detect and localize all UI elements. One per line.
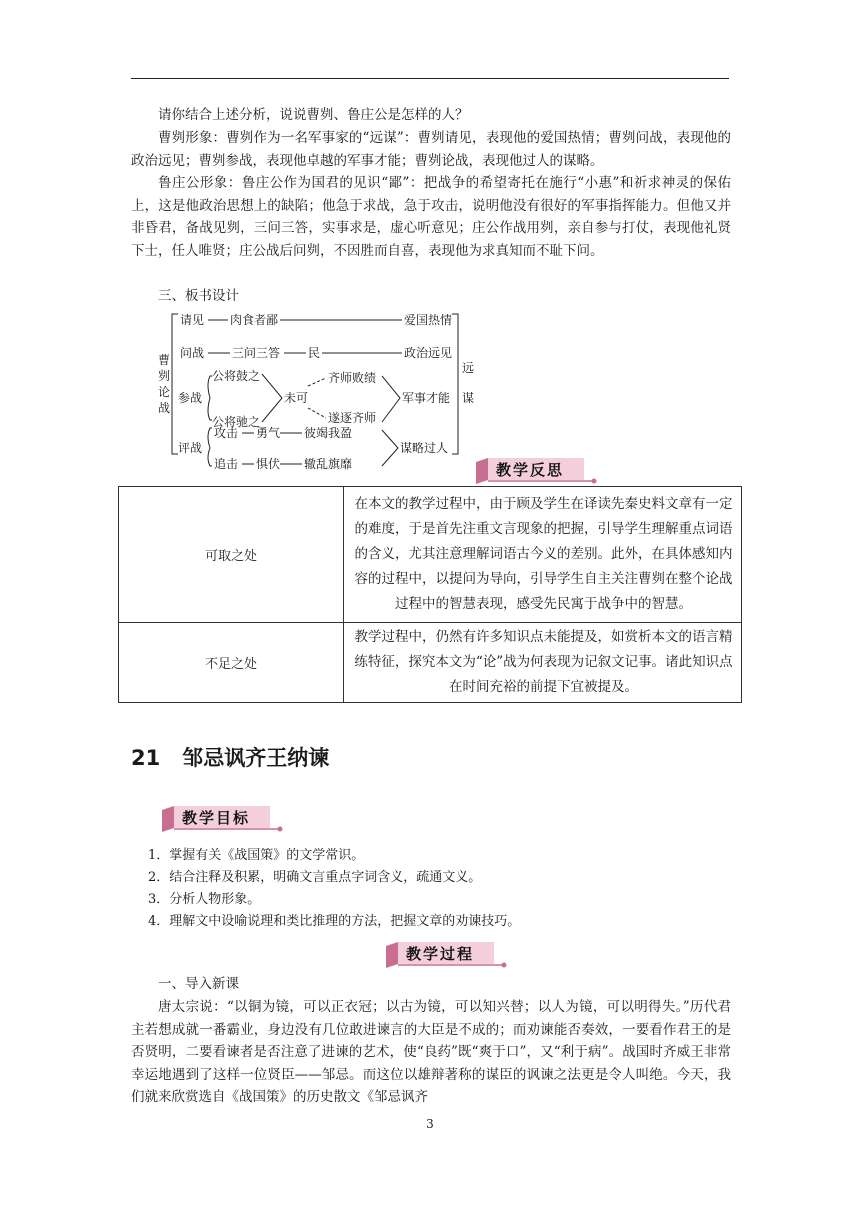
board-yuanmou-2: 谋 (462, 391, 475, 405)
goal-item: 1．掌握有关《战国策》的文学常识。 (148, 848, 365, 863)
board-min: 民 (308, 346, 321, 360)
board-weike: 未可 (284, 391, 309, 405)
goal-item: 3．分析人物形象。 (148, 892, 261, 907)
board-gongji: 攻击 (214, 426, 239, 440)
board-heading: 三、板书设计 (158, 288, 239, 304)
header-rule (131, 78, 729, 79)
board-zhengzhi: 政治远见 (404, 346, 453, 360)
board-root (158, 352, 174, 415)
goal-item: 2．结合注释及积累，明确文言重点字词含义，疏通文义。 (148, 870, 482, 885)
board-diagram-svg (150, 306, 480, 471)
board-gu: 公将鼓之 (212, 369, 261, 383)
board-roushi: 肉食者鄙 (230, 313, 279, 327)
board-zhuiji: 追击 (214, 457, 239, 471)
board-junshi: 军事才能 (402, 391, 451, 405)
lu-paragraph: 鲁庄公形象：鲁庄公作为国君的见识“鄙”：把战争的希望寄托在施行“小惠”和祈求神灵的保佑上，这是他政治思想上的缺陷；他急于求战，急于攻击，说明他没有很好的军事指挥能力。但他又并非昏君，备战见刿，三问三答，实事求是，虚心听意见；庄公作战用刿，亲自参与打仗，表现他礼贤下士，任人唯贤；庄公战后问刿，不因胜而自喜，表现他为求真知而不耻下问。 (131, 175, 731, 259)
reflection-text-lack: 教学过程中，仍然有许多知识点未能提及，如赏析本文的语言精练特征，探究本文为“论”战为何表现为记叙文记事。诸此知识点在时间充裕的前提下宜被提及。 (344, 623, 742, 703)
banner-goals (160, 804, 286, 832)
board-sanwen: 三问三答 (232, 346, 281, 360)
reflection-label-good: 可取之处 (119, 487, 344, 623)
board-root-3: 论 (158, 385, 171, 399)
banner-reflection (474, 456, 600, 484)
process-heading: 一、导入新课 (158, 976, 239, 992)
board-wenzhan: 问战 (180, 346, 205, 360)
intro-question: 请你结合上述分析，说说曹刿、鲁庄公是怎样的人？ (158, 107, 469, 123)
banner-process-text: 教学过程 (406, 945, 475, 963)
banner-goals-text: 教学目标 (182, 809, 251, 827)
board-canzhan: 参战 (178, 391, 203, 405)
lesson-number: 21 (131, 746, 161, 770)
lesson-heading (131, 742, 329, 772)
reflection-label-lack: 不足之处 (119, 623, 344, 703)
board-aiguo: 爱国热情 (404, 313, 453, 327)
board-yuanmou-1: 远 (462, 361, 475, 375)
board-jufu: 惧伏 (256, 457, 281, 471)
board-bijie: 彼竭我盈 (304, 426, 353, 440)
banner-process (384, 940, 510, 968)
board-yuanmou (462, 361, 478, 405)
table-row (119, 487, 742, 623)
goal-item: 4．理解文中设喻说理和类比推理的方法，把握文章的劝谏技巧。 (148, 914, 521, 929)
board-yongqi: 勇气 (256, 426, 281, 440)
reflection-table (118, 486, 742, 703)
banner-process-svg (384, 940, 510, 968)
board-zhuqi: 遂逐齐师 (328, 411, 377, 425)
board-moulue: 谋略过人 (400, 441, 449, 455)
table-row (119, 623, 742, 703)
board-baiji: 齐师败绩 (328, 371, 377, 385)
cao-gui-paragraph: 曹刿形象：曹刿作为一名军事家的“远谋”：曹刿请见，表现他的爱国热情；曹刿问战，表现他的政治远见；曹刿参战，表现他卓越的军事才能；曹刿论战，表现他过人的谋略。 (131, 130, 731, 169)
lesson-title: 邹忌讽齐王纳谏 (182, 746, 330, 770)
banner-reflection-svg (474, 456, 600, 484)
banner-reflection-text: 教学反思 (496, 461, 565, 479)
board-chi: 公将驰之 (212, 415, 261, 429)
board-root-1: 曹 (158, 353, 171, 367)
board-zheluan: 辙乱旗靡 (304, 457, 353, 471)
board-root-4: 战 (158, 401, 171, 415)
banner-goals-svg (160, 804, 286, 832)
board-pingzhan: 评战 (178, 441, 203, 455)
reflection-text-good: 在本文的教学过程中，由于顾及学生在译读先秦史料文章有一定的难度，于是首先注重文言现象的把握，引导学生理解重点词语的含义，尤其注意理解词语古今义的差别。此外，在具体感知内容的过程中，以提问为导向，引导学生自主关注曹刿在整个论战过程中的智慧表现，感受先民寓于战争中的智慧。 (344, 487, 742, 623)
board-design-diagram (150, 306, 480, 471)
process-paragraph: 唐太宗说：“以铜为镜，可以正衣冠；以古为镜，可以知兴替；以人为镜，可以明得失。”历代君主若想成就一番霸业，身边没有几位敢进谏言的大臣是不成的；而劝谏能否奏效，一要看作君王的是否贤明，二要看谏者是否注意了进谏的艺术，使“良药”既“爽于口”，又“利于病”。战国时齐威王非常幸运地遇到了这样一位贤臣——邹忌。而这位以雄辩著称的谋臣的讽谏之法更是令人叫绝。今天，我们就来欣赏选自《战国策》的历史散文《邹忌讽齐 (131, 999, 731, 1105)
page-number: 3 (426, 1117, 434, 1131)
board-qingjian: 请见 (180, 313, 205, 327)
board-root-2: 刿 (158, 369, 171, 383)
